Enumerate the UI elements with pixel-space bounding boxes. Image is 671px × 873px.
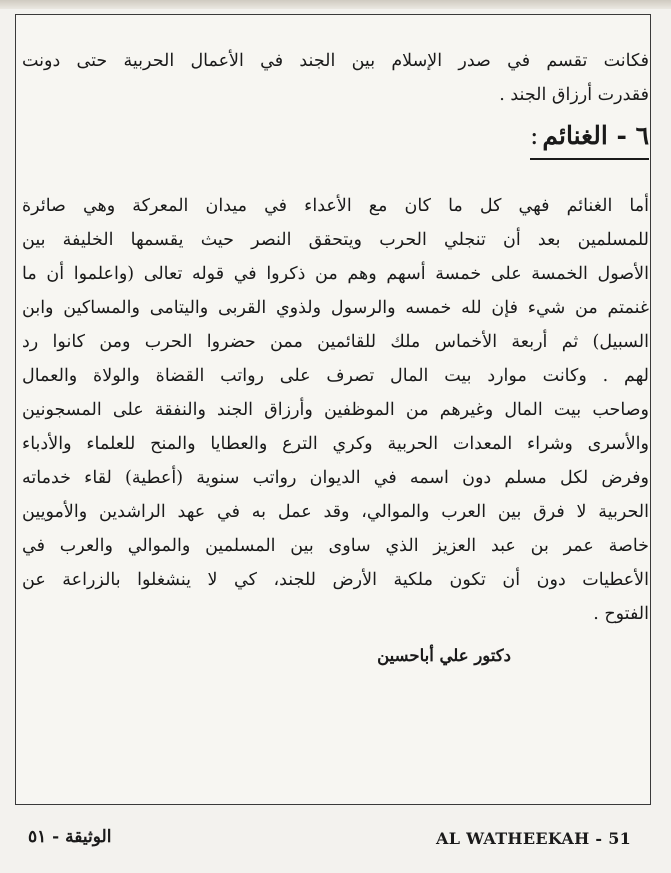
- text-line: أما الغنائم فهي كل ما كان مع الأعداء في ميدان المعركة وهي صائرة: [22, 196, 649, 216]
- text-line: الأصول الخمسة على خمسة أسهم وهم من ذكروا في قوله تعالى (واعلموا أن ما: [22, 264, 649, 284]
- footer-page-label-arabic: الوثيقة - ٥١: [28, 827, 112, 847]
- text-line: والأسرى وشراء المعدات الحربية وكري الترع والعطايا والمنح للعلماء والأدباء: [22, 434, 649, 454]
- article-body: [22, 44, 649, 671]
- section-heading-row: [22, 116, 649, 172]
- section-heading-colon: :: [529, 121, 539, 150]
- text-line: الحربية لا فرق بين العرب والموالي، وقد عمل به في عهد الراشدين والأمويين: [22, 502, 649, 522]
- page-top-edge: [0, 0, 671, 9]
- text-line: لهم . وكانت موارد بيت المال تصرف على رواتب القضاة والولاة والعمال: [22, 366, 649, 386]
- text-line: غنمتم من شيء فإن لله خمسه والرسول ولذوي القربى واليتامى والمساكين وابن: [22, 298, 649, 318]
- text-line: خاصة عمر بن عبد العزيز الذي ساوى بين المسلمين والموالي والعرب في: [22, 536, 649, 556]
- text-line: وفرض لكل مسلم دون اسمه في الديوان رواتب سنوية (أعطية) لقاء خدماته: [22, 468, 649, 488]
- text-line: الأعطيات دون أن تكون ملكية الأرض للجند، كي لا ينشغلوا بالزراعة عن: [22, 570, 649, 590]
- section-heading-text: ٦ - الغنائم: [542, 121, 649, 150]
- text-line: للمسلمين بعد أن تنجلي الحرب ويتحقق النصر حيث يقسمها الخليفة بين: [22, 230, 649, 250]
- text-line: السبيل) ثم أربعة الأخماس ملك للقائمين ممن حضروا الحرب ومن كانوا رد: [22, 332, 649, 352]
- text-line: وصاحب بيت المال وغيرهم من الموظفين وأرزاق الجند والنفقة على المسجونين: [22, 400, 649, 420]
- text-line: فكانت تقسم في صدر الإسلام بين الجند في الأعمال الحربية حتى دونت: [22, 51, 649, 71]
- text-line: فقدرت أرزاق الجند .: [499, 85, 649, 105]
- section-heading: [530, 116, 649, 160]
- footer-page-label-latin: AL WATHEEKAH - 51: [436, 829, 632, 848]
- text-line: الفتوح .: [593, 604, 649, 624]
- author-signature: دكتور علي أباحسين: [377, 646, 511, 665]
